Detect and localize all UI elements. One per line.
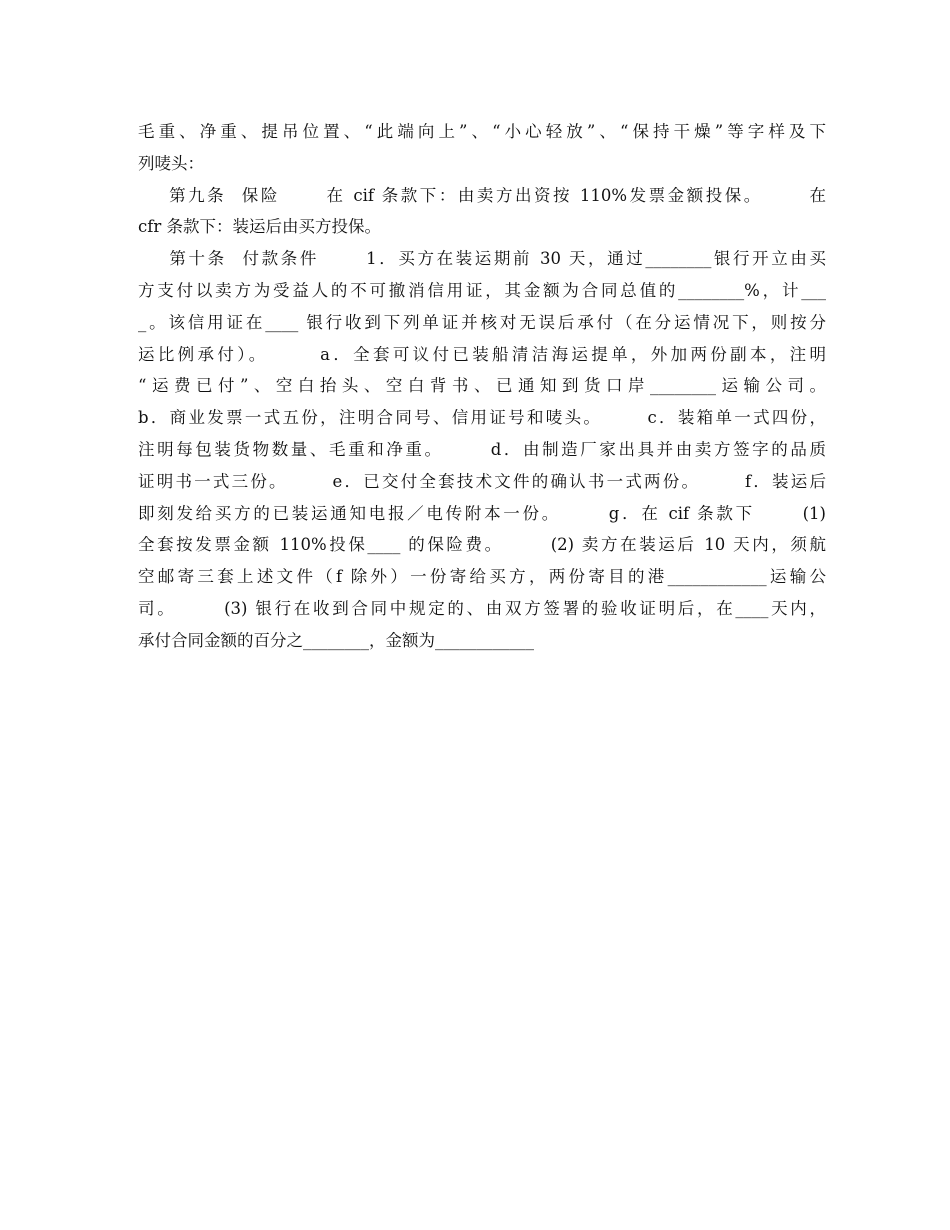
text-line: 运比例承付）。 a．全套可议付已装船清洁海运提单，外加两份副本，注明 (138, 344, 826, 364)
text-line: 承付合同金额的百分之________，金额为____________ (138, 630, 534, 650)
text-line: “运费已付”、空白抬头、空白背书、已通知到货口岸________运输公司。 (138, 376, 826, 396)
contract-text-body (138, 116, 826, 657)
text-line: b．商业发票一式五份，注明合同号、信用证号和唛头。 c．装箱单一式四份， (138, 408, 826, 428)
text-line: 空邮寄三套上述文件（f 除外）一份寄给买方，两份寄目的港____________运输公 (138, 567, 826, 587)
text-line: 注明每包装货物数量、毛重和净重。 d．由制造厂家出具并由卖方签字的品质 (138, 439, 826, 459)
text-line: 全套按发票金额 110%投保____ 的保险费。 (2) 卖方在装运后 10 天内，须航 (138, 535, 826, 555)
text-line: 司。 (3) 银行在收到合同中规定的、由双方签署的验收证明后，在____天内， (138, 598, 826, 618)
text-line: 毛重、净重、提吊位置、“此端向上”、“小心轻放”、“保持干燥”等字样及下 (138, 122, 826, 141)
text-line: _。该信用证在____ 银行收到下列单证并核对无误后承付（在分运情况下，则按分 (138, 312, 826, 332)
text-line: cfr 条款下：装运后由买方投保。 (138, 217, 381, 237)
clause-10-line: 第十条 付款条件 1．买方在装运期前 30 天，通过________银行开立由买 (138, 249, 826, 269)
text-line: 即刻发给买方的已装运通知电报／电传附本一份。 g．在 cif 条款下 (1) (138, 503, 826, 523)
text-line: 证明书一式三份。 e．已交付全套技术文件的确认书一式两份。 f．装运后 (138, 471, 826, 491)
text-line: 方支付以卖方为受益人的不可撤消信用证，其金额为合同总值的________%，计___ (138, 280, 826, 300)
clause-9-line: 第九条 保险 在 cif 条款下：由卖方出资按 110%发票金额投保。 在 (138, 185, 826, 205)
text-line: 列唛头： (138, 153, 204, 173)
